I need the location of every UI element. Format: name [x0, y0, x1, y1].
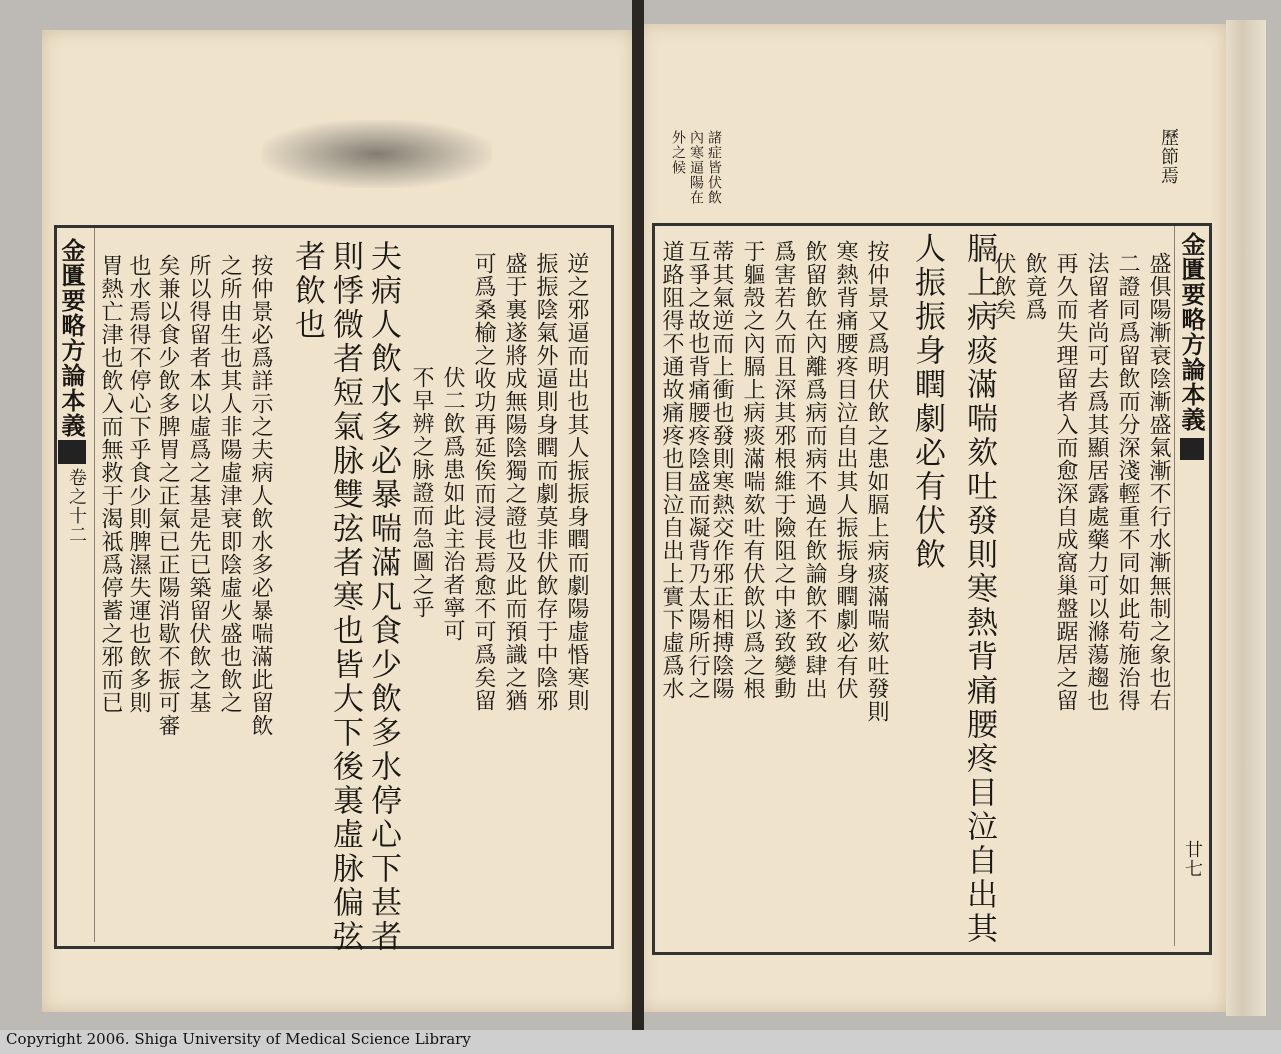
page-edges — [1226, 20, 1266, 1016]
left-col-b6: 胃熱亡津也飲入而無救于渴祗爲停蓄之邪而已 — [98, 254, 123, 714]
left-main-3: 者飲也 — [289, 240, 325, 342]
right-title: 金匱要略方論本義 — [1177, 232, 1206, 432]
left-col-a5: 伏二飲爲患如此主治者寧可 — [440, 366, 465, 642]
left-volume: 卷之十二 — [66, 468, 87, 544]
copyright-notice: Copyright 2006. Shiga University of Medical Science Library — [6, 1030, 471, 1048]
right-col-b4: 爲害若久而且深其邪根維于險阻之中遂致變動 — [771, 240, 796, 700]
right-col-a6: 伏飲矣 — [991, 252, 1016, 321]
left-col-a2: 振振陰氣外逼則身瞤而劇莫非伏飲存于中陰邪 — [533, 252, 558, 712]
left-col-a6: 不早辨之脉證而急圖之乎 — [409, 366, 434, 619]
left-col-a4: 可爲桑榆之收功再延俟而浸長焉愈不可爲矣留 — [471, 252, 496, 712]
right-col-a4: 再久而失理留者入而愈深自成窩巢盤踞居之留 — [1053, 252, 1078, 712]
left-main-1: 夫病人飲水多必暴喘滿凡食少飲多水停心下甚者 — [365, 240, 401, 954]
right-col-b7: 互爭之故也背痛腰疼陰盛而凝背乃太陽所行之 — [685, 240, 710, 700]
left-col-a3: 盛于裏遂將成無陽陰獨之證也及此而預識之猶 — [502, 252, 527, 712]
left-col-a1: 逆之邪逼而出也其人振振身瞤而劇陽虛惛寒則 — [564, 252, 589, 712]
right-col-b6: 蒂其氣逆而上衝也發則寒熱交作邪正相搏陰陽 — [709, 240, 734, 700]
right-col-b2: 寒熱背痛腰疼目泣自出其人振振身瞤劇必有伏 — [833, 240, 858, 700]
left-col-b1: 按仲景必爲詳示之夫病人飲水多必暴喘滿此留飲 — [248, 254, 273, 737]
left-main-2: 則悸微者短氣脉雙弦者寒也皆大下後裏虛脉偏弦 — [327, 240, 363, 954]
right-margin-note-3: 外之候 — [670, 130, 686, 175]
right-fishtail-mark — [1180, 438, 1204, 460]
left-fishtail-mark — [58, 440, 86, 464]
right-margin-note-2: 內寒逼陽在 — [688, 130, 704, 205]
right-main-1: 膈上病痰滿喘欬吐發則寒熱背痛腰疼目泣自出其 — [961, 232, 997, 946]
column-rule — [94, 228, 95, 942]
left-col-b3: 所以得留者本以虛爲之基是先已築留伏飲之基 — [186, 254, 211, 714]
column-rule — [1174, 226, 1175, 946]
right-col-b8: 道路阻得不通故痛疼也目泣自出上實下虛爲水 — [659, 240, 684, 700]
right-col-a3: 法留者尚可去爲其顯居露處藥力可以滌蕩趨也 — [1084, 252, 1109, 712]
right-col-b5: 于軀殼之內膈上病痰滿喘欬吐有伏飲以爲之根 — [740, 240, 765, 700]
right-col-a2: 二證同爲留飲而分深淺輕重不同如此苟施治得 — [1115, 252, 1140, 712]
right-main-2: 人振振身瞤劇必有伏飲 — [909, 232, 945, 572]
right-margin-note-1: 諸症皆伏飲 — [706, 130, 722, 205]
ink-smudge — [262, 120, 492, 188]
right-page-number: 廿七 — [1182, 840, 1203, 878]
left-col-b5: 也水焉得不停心下乎食少則脾濕失運也飲多則 — [126, 254, 151, 714]
left-col-b2: 之所由生也其人非陽虛津衰即陰虛火盛也飲之 — [217, 254, 242, 714]
left-col-b4: 矣兼以食少飲多脾胃之正氣已正陽消歇不振可審 — [155, 254, 180, 737]
right-header-note: 歷節焉 — [1158, 128, 1179, 185]
left-title: 金匱要略方論本義 — [57, 238, 86, 438]
right-col-a1: 盛俱陽漸衰陰漸盛氣漸不行水漸無制之象也右 — [1146, 252, 1171, 712]
binding-gutter — [632, 0, 644, 1030]
right-col-a5: 飲竟爲 — [1022, 252, 1047, 321]
right-col-b3: 飲留飲在內離爲病而病不過在飲論飲不致肆出 — [802, 240, 827, 700]
right-col-b1: 按仲景又爲明伏飲之患如膈上病痰滿喘欬吐發則 — [864, 240, 889, 723]
